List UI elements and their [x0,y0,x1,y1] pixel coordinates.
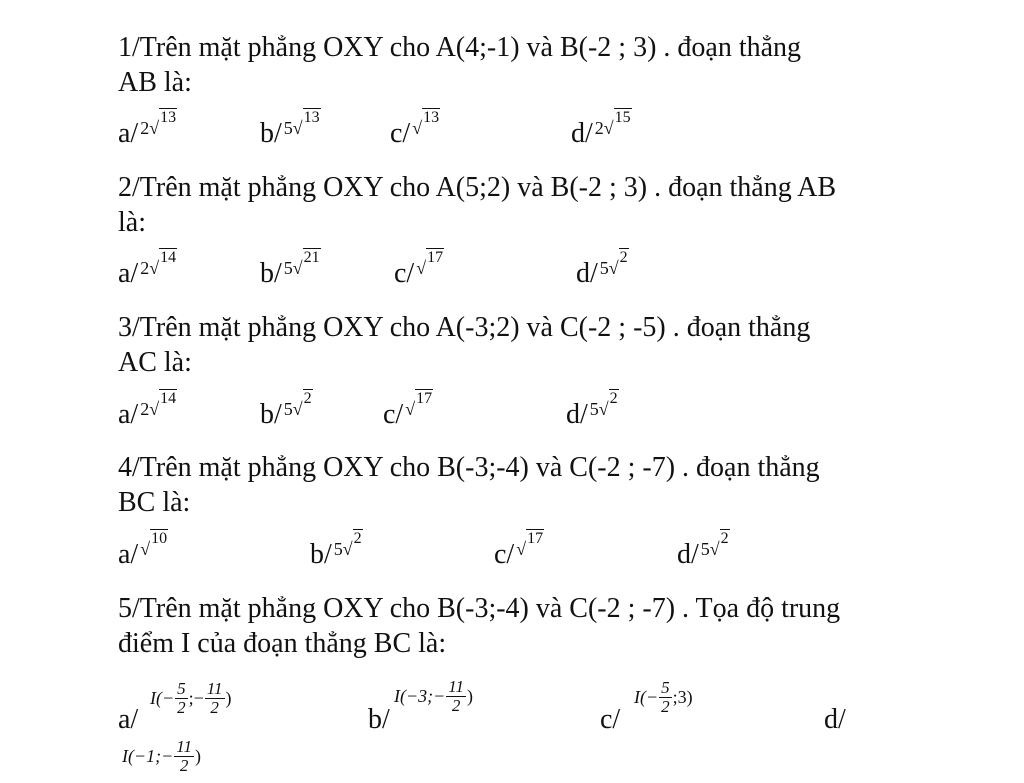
question-4-line-2: BC là: [118,487,191,518]
option-label: d/ [566,399,588,430]
coefficient: 5 [283,118,293,138]
q2-option-c [394,249,444,296]
expr-middle: ;− [188,688,204,708]
option-value [284,389,313,429]
radicand: 13 [160,109,177,126]
fraction [446,678,466,715]
sqrt: √ 2 [342,530,362,559]
numerator: 11 [448,677,465,696]
sqrt: √ 17 [405,390,433,419]
question-2-line-2: là: [118,207,146,238]
q5-option-d [824,700,846,740]
coefficient: 5 [599,258,609,278]
option-label: b/ [260,118,282,149]
q1-option-a [118,109,177,156]
coefficient: 2 [140,118,150,138]
radicand: 17 [416,390,433,407]
option-value [412,108,440,148]
q5-option-a [118,700,138,740]
question-4-options [0,530,1024,575]
question-2-line-1: 2/Trên mặt phẳng OXY cho A(5;2) và B(-2 ; 3) . đoạn thẳng AB [118,172,837,203]
fraction [205,680,225,717]
numerator: 11 [206,679,223,698]
option-value [334,529,363,569]
question-1-line-1: 1/Trên mặt phẳng OXY cho A(4;-1) và B(-2 ; 3) . đoạn thẳng [118,32,802,63]
denominator: 2 [179,756,189,775]
q3-option-c [383,390,433,437]
radicand: 2 [720,530,729,547]
question-1-options [0,109,1024,154]
radicand: 14 [160,249,177,266]
sqrt: √ 13 [149,109,177,138]
coefficient: 2 [140,258,150,278]
question-2-options [0,249,1024,294]
q3-option-d [566,390,619,437]
numerator: 5 [661,678,670,697]
option-value [284,108,321,148]
sqrt: √ 2 [608,249,628,278]
option-value [284,248,321,288]
radicand: 14 [160,390,177,407]
coefficient: 2 [140,399,150,419]
q2-option-d [576,249,629,296]
radicand: 17 [527,530,544,547]
sqrt: √ 21 [292,249,320,278]
radicand: 17 [427,249,444,266]
q5-option-c-value [634,679,693,716]
sqrt: √ 2 [598,390,618,419]
q3-option-b [260,390,313,437]
denominator: 2 [661,697,670,716]
q4-option-d [677,530,730,577]
coefficient: 5 [589,399,599,419]
denominator: 2 [210,698,219,717]
option-label: c/ [494,539,515,570]
option-value [140,108,177,148]
option-label: d/ [677,539,699,570]
option-label: b/ [368,704,390,735]
question-3-line-1: 3/Trên mặt phẳng OXY cho A(-3;2) và C(-2 ; -5) . đoạn thẳng [118,312,811,343]
option-label: a/ [118,258,139,289]
coefficient: 5 [283,258,293,278]
q2-option-b [260,249,321,296]
option-label: d/ [576,258,598,289]
point-expression [394,678,473,715]
radicand: 21 [303,249,320,266]
numerator: 5 [177,679,186,698]
option-value [701,529,730,569]
option-value [140,529,168,569]
q4-option-b [310,530,363,577]
coefficient: 2 [594,118,604,138]
expr-prefix: I(−3;− [394,686,446,706]
radicand: 13 [423,109,440,126]
option-label: a/ [118,704,139,735]
q5-option-b [368,700,390,740]
option-value [405,389,433,429]
option-value [590,389,619,429]
option-label: d/ [824,704,846,735]
sqrt: √ 15 [603,109,631,138]
coefficient: 5 [333,539,343,559]
denominator: 2 [451,696,461,715]
point-expression [122,738,201,775]
expr-suffix: ) [195,746,202,766]
coefficient: 5 [700,539,710,559]
sqrt: √ 17 [416,249,444,278]
radicand: 2 [609,390,618,407]
option-value [140,248,177,288]
q2-option-a [118,249,177,296]
q1-option-d [571,109,632,156]
option-label: c/ [600,704,621,735]
radicand: 13 [303,109,320,126]
question-5-line-1: 5/Trên mặt phẳng OXY cho B(-3;-4) và C(-2 ; -7) . Tọa độ trung [118,593,841,624]
question-4-line-1: 4/Trên mặt phẳng OXY cho B(-3;-4) và C(-2 ; -7) . đoạn thẳng [118,452,820,483]
denominator: 2 [177,698,186,717]
option-label: b/ [260,399,282,430]
q5-option-c [600,700,620,740]
q4-option-a [118,530,168,577]
option-label: c/ [394,258,415,289]
fraction [174,738,194,775]
fraction [175,680,188,717]
expr-prefix: I(− [150,688,175,708]
expr-prefix: I(−1;− [122,746,174,766]
q3-option-a [118,390,177,437]
point-expression [150,680,232,717]
radicand: 10 [151,530,168,547]
q4-option-c [494,530,544,577]
expr-prefix: I(− [634,687,659,707]
q5-option-a-value [150,680,232,717]
question-3-options [0,390,1024,435]
radicand: 2 [303,390,312,407]
q1-option-b [260,109,321,156]
radicand: 2 [353,530,362,547]
radicand: 2 [619,249,628,266]
coefficient: 5 [283,399,293,419]
option-value [595,108,632,148]
sqrt: √ 2 [709,530,729,559]
sqrt: √ 14 [149,390,177,419]
sqrt: √ 13 [292,109,320,138]
expr-suffix: ;3) [672,687,693,707]
question-3-line-2: AC là: [118,347,192,378]
option-label: d/ [571,118,593,149]
question-5-line-2: điểm I của đoạn thẳng BC là: [118,628,447,659]
sqrt: √ 13 [412,109,440,138]
option-value [416,248,444,288]
radicand: 15 [614,109,631,126]
q5-option-b-value [394,678,473,715]
option-label: b/ [310,539,332,570]
q5-option-d-value [122,738,201,775]
point-expression [634,679,693,716]
sqrt: √ 2 [292,390,312,419]
option-label: a/ [118,118,139,149]
option-label: b/ [260,258,282,289]
option-label: c/ [383,399,404,430]
option-value [600,248,629,288]
option-label: c/ [390,118,411,149]
option-value [140,389,177,429]
option-label: a/ [118,539,139,570]
fraction [659,679,672,716]
question-1-line-2: AB là: [118,67,192,98]
option-value [516,529,544,569]
sqrt: √ 10 [140,530,168,559]
sqrt: √ 17 [516,530,544,559]
expr-suffix: ) [225,688,232,708]
sqrt: √ 14 [149,249,177,278]
q1-option-c [390,109,440,156]
option-label: a/ [118,399,139,430]
numerator: 11 [176,737,193,756]
expr-suffix: ) [467,686,474,706]
